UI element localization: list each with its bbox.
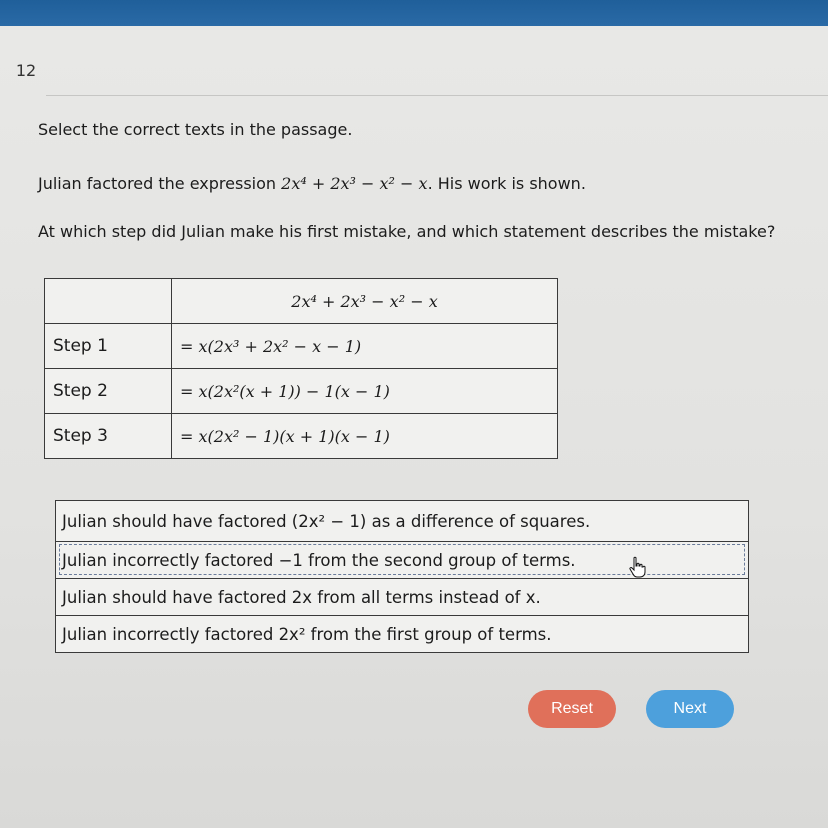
reset-button[interactable]: Reset: [528, 690, 616, 728]
step-expression[interactable]: = x(2x² − 1)(x + 1)(x − 1): [172, 414, 558, 459]
choice-option-3[interactable]: Julian should have factored 2x from all terms instead of x.: [56, 578, 748, 615]
passage-intro: [38, 174, 586, 193]
question-number: 12: [15, 60, 37, 80]
passage-expression: 2x⁴ + 2x³ − x² − x: [281, 174, 428, 193]
choice-option-2[interactable]: Julian incorrectly factored −1 from the second group of terms.: [56, 541, 748, 578]
app-header-bar: [0, 0, 828, 26]
work-table: [44, 278, 558, 459]
work-table-row[interactable]: [45, 369, 558, 414]
step-expression[interactable]: = x(2x³ + 2x² − x − 1): [172, 324, 558, 369]
passage-intro-before: Julian factored the expression: [38, 174, 277, 193]
step-label[interactable]: Step 2: [45, 369, 172, 414]
passage-question: At which step did Julian make his first mistake, and which statement describes the mistake?: [38, 222, 776, 241]
choice-option-4[interactable]: Julian incorrectly factored 2x² from the first group of terms.: [56, 615, 748, 652]
instruction-text: Select the correct texts in the passage.: [38, 120, 353, 139]
step-label[interactable]: Step 1: [45, 324, 172, 369]
step-expression[interactable]: = x(2x²(x + 1)) − 1(x − 1): [172, 369, 558, 414]
passage-intro-after: . His work is shown.: [427, 174, 586, 193]
original-expression: 2x⁴ + 2x³ − x² − x: [172, 279, 558, 324]
step-label[interactable]: Step 3: [45, 414, 172, 459]
next-button[interactable]: Next: [646, 690, 734, 728]
work-table-row[interactable]: [45, 414, 558, 459]
work-table-row[interactable]: [45, 324, 558, 369]
choice-option-1[interactable]: Julian should have factored (2x² − 1) as a difference of squares.: [62, 511, 591, 531]
work-table-header-row: [45, 279, 558, 324]
header-empty-cell: [45, 279, 172, 324]
hand-pointer-icon: [628, 556, 646, 578]
divider: [46, 95, 828, 96]
